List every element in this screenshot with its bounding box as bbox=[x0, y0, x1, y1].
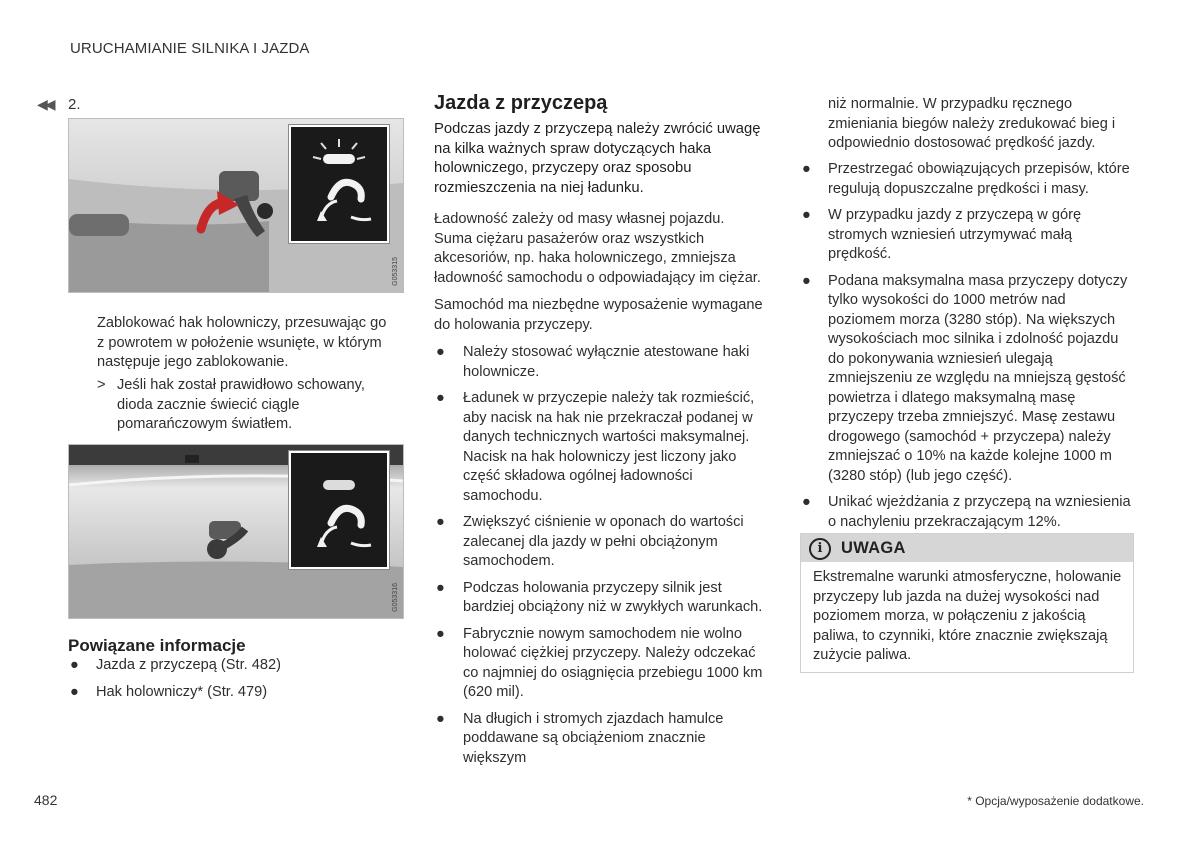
page-number: 482 bbox=[34, 792, 58, 808]
section-paragraph: Samochód ma niezbędne wyposażenie wymagane do holowania przyczepy. bbox=[434, 297, 763, 333]
step-number: 2. bbox=[68, 96, 81, 113]
continued-mark: ◀◀ bbox=[37, 96, 53, 112]
result-mark: > bbox=[97, 377, 106, 393]
result-text: Jeśli hak został prawidłowo schowany, dioda zacznie świecić ciągle pomarańczowym światłem. bbox=[117, 377, 365, 432]
info-icon: i bbox=[809, 538, 831, 560]
note-title: UWAGA bbox=[841, 539, 906, 557]
inset-indicator bbox=[289, 451, 389, 569]
section-bullet-list bbox=[434, 343, 766, 775]
section-paragraph: Ładowność zależy od masy własnej pojazdu. Suma ciężaru pasażerów oraz wszystkich akcesoriów, np. haka holowniczego, zmniejsza ładowność samochodu o odpowiadający im ciężar. bbox=[434, 211, 761, 286]
list-item: ● Podana maksymalna masa przyczepy dotyczy tylko wysokości do 1000 metrów nad poziomem morza (3280 stóp). Na większych wysokościach moc silnika i zdolność pojazdu do pokonywania wzniesień ulegają zmniejszeniu ze względu na mniejszą gęstość powietrza i dlatego maksymalną masę przyczepy trzeba zmniejszyć. Masę zestawu drogowego (samochód + przyczepa) należy zmniejszać o 10% na każde kolejne 1000 m (3280 stóp) (lub jego część). bbox=[802, 272, 1128, 484]
figure-towbar-locked bbox=[68, 444, 404, 619]
section-title: Jazda z przyczepą bbox=[434, 92, 608, 114]
list-item: ● Unikać wjeżdżania z przyczepą na wzniesienia o nachyleniu przekraczającym 12%. bbox=[802, 494, 1131, 530]
list-item: ● Fabrycznie nowym samochodem nie wolno holować ciężkiej przyczepy. Należy odczekać co najmniej do osiągnięcia przebiegu 1000 km (620 mil). bbox=[436, 625, 763, 700]
section-lead: Podczas jazdy z przyczepą należy zwrócić uwagę na kilka ważnych spraw dotyczących haka holowniczego, przyczepy oraz sposobu rozmieszczenia na niej ładunku. bbox=[434, 121, 761, 196]
list-item: ● Podczas holowania przyczepy silnik jest bardziej obciążony niż w zwykłych warunkach. bbox=[436, 579, 763, 615]
list-item: ● W przypadku jazdy z przyczepą w górę stromych wzniesień utrzymywać małą prędkość. bbox=[802, 207, 1082, 262]
figure-code: G053315 bbox=[392, 257, 399, 286]
page-header: URUCHAMIANIE SILNIKA I JAZDA bbox=[70, 40, 310, 57]
bullet: ● bbox=[70, 683, 79, 700]
towbar-swing-icon bbox=[331, 508, 361, 525]
figure-code: G053316 bbox=[392, 583, 399, 612]
towbar-swing-icon bbox=[331, 182, 361, 199]
continued-text: niż normalnie. W przypadku ręcznego zmieniania biegów należy zredukować bieg i odpowiednio dostosować prędkość jazdy. bbox=[828, 96, 1116, 151]
instruction-text: Zablokować hak holowniczy, przesuwając go z powrotem w położenie wsunięte, w którym następuje jego zablokowanie. bbox=[97, 315, 387, 370]
list-item: ● Zwiększyć ciśnienie w oponach do wartości zalecanej dla jazdy w pełni obciążonym samochodem. bbox=[436, 514, 744, 569]
list-item: ● Na długich i stromych zjazdach hamulce poddawane są obciążeniom znacznie większym bbox=[436, 710, 724, 766]
note-text: Ekstremalne warunki atmosferyczne, holowanie przyczepy lub jazda na dużej wysokości nad poziomem morza, w połączeniu z jakością paliwa, to czynniki, które znacznie zwiększają zużycie paliwa. bbox=[813, 569, 1122, 663]
note-box bbox=[800, 533, 1134, 673]
related-heading: Powiązane informacje bbox=[68, 636, 246, 655]
lamp-icon bbox=[291, 127, 387, 241]
inset-indicator bbox=[289, 125, 389, 243]
footnote: * Opcja/wyposażenie dodatkowe. bbox=[967, 794, 1144, 808]
related-list bbox=[68, 656, 388, 709]
list-item: ● Należy stosować wyłącznie atestowane haki holownicze. bbox=[436, 344, 750, 380]
related-link[interactable]: ● Jazda z przyczepą (Str. 482) bbox=[68, 656, 388, 676]
bullet: ● bbox=[70, 657, 79, 673]
section-bullet-list-2 bbox=[800, 160, 1134, 539]
related-link[interactable]: ● Hak holowniczy* (Str. 479) bbox=[68, 683, 388, 703]
lamp-icon bbox=[291, 453, 387, 567]
list-item: ● Ładunek w przyczepie należy tak rozmieścić, aby nacisk na hak nie przekraczał podanej w danych technicznych wartości maksymalnej. Nacisk na hak holowniczy jest liczony jako część składowa ogólnej ładowności samochodu. bbox=[436, 390, 755, 504]
figure-towbar-retract bbox=[68, 118, 404, 293]
list-item: ● Przestrzegać obowiązujących przepisów, które regulują dopuszczalne prędkości i masy. bbox=[802, 161, 1130, 197]
note-header bbox=[801, 534, 1133, 562]
